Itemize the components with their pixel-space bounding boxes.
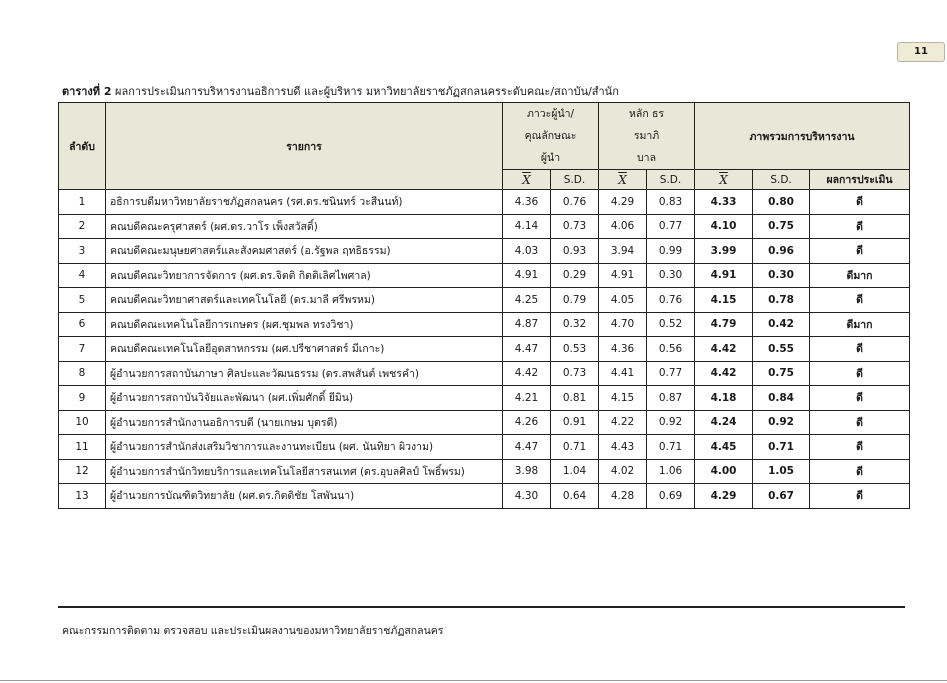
row-no: 9 [59,386,106,411]
row-no: 11 [59,435,106,460]
row-leadership-mean: 3.98 [503,459,551,484]
row-no: 7 [59,337,106,362]
row-leadership-mean: 4.26 [503,410,551,435]
row-leadership-mean: 4.47 [503,337,551,362]
row-name: ผู้อำนวยการบัณฑิตวิทยาลัย (ผศ.ดร.กิตติชัย โสพันนา) [106,484,503,509]
header-sd-1: S.D. [551,170,599,190]
row-leadership-sd: 0.73 [551,214,599,239]
header-governance [599,103,695,170]
row-name: คณบดีคณะวิทยาการจัดการ (ผศ.ดร.จิตติ กิตติเลิศไพศาล) [106,263,503,288]
caption-label: ตารางที่ 2 [62,85,112,98]
row-overall-mean: 4.45 [695,435,753,460]
row-overall-sd: 0.92 [753,410,810,435]
row-overall-mean: 4.18 [695,386,753,411]
row-overall-mean: 4.15 [695,288,753,313]
row-governance-sd: 0.52 [647,312,695,337]
row-leadership-sd: 0.53 [551,337,599,362]
row-overall-sd: 0.78 [753,288,810,313]
row-result: ดี [810,239,910,264]
row-governance-sd: 0.92 [647,410,695,435]
row-governance-mean: 4.41 [599,361,647,386]
header-leadership-label: ภาวะผู้นำ/ คุณลักษณะผู้นำ [524,108,577,164]
row-name: ผู้อำนวยการสถาบันวิจัยและพัฒนา (ผศ.เพิ่มศักดิ์ ยีมิน) [106,386,503,411]
row-leadership-sd: 0.71 [551,435,599,460]
row-leadership-sd: 0.81 [551,386,599,411]
footer-divider [58,606,905,608]
row-leadership-sd: 0.76 [551,190,599,215]
row-name: ผู้อำนวยการสำนักส่งเสริมวิชาการและงานทะเบียน (ผศ. นันทิยา ผิวงาม) [106,435,503,460]
row-leadership-sd: 1.04 [551,459,599,484]
row-leadership-mean: 4.36 [503,190,551,215]
row-no: 8 [59,361,106,386]
header-sd-3: S.D. [753,170,810,190]
row-result: ดี [810,214,910,239]
row-governance-sd: 0.69 [647,484,695,509]
row-result: ดี [810,190,910,215]
row-overall-mean: 4.42 [695,361,753,386]
header-governance-label: หลัก ธรรมาภิบาล [628,108,665,164]
row-result: ดีมาก [810,263,910,288]
table-row [59,386,910,411]
row-governance-mean: 4.43 [599,435,647,460]
row-overall-mean: 4.79 [695,312,753,337]
row-overall-mean: 3.99 [695,239,753,264]
mean-symbol: $\overline{X}$ [522,172,531,187]
row-overall-sd: 0.67 [753,484,810,509]
row-result: ดี [810,386,910,411]
table-row [59,361,910,386]
row-governance-mean: 4.36 [599,337,647,362]
row-governance-sd: 0.30 [647,263,695,288]
row-leadership-sd: 0.29 [551,263,599,288]
row-no: 10 [59,410,106,435]
header-sd-2: S.D. [647,170,695,190]
row-leadership-sd: 0.79 [551,288,599,313]
row-leadership-mean: 4.14 [503,214,551,239]
row-overall-mean: 4.42 [695,337,753,362]
table-row [59,337,910,362]
row-governance-sd: 0.77 [647,214,695,239]
row-leadership-mean: 4.47 [503,435,551,460]
header-result: ผลการประเมิน [810,170,910,190]
row-governance-sd: 1.06 [647,459,695,484]
row-overall-mean: 4.29 [695,484,753,509]
row-governance-sd: 0.87 [647,386,695,411]
row-overall-sd: 0.55 [753,337,810,362]
row-overall-mean: 4.24 [695,410,753,435]
row-name: คณบดีคณะเทคโนโลยีการเกษตร (ผศ.ชุมพล ทรงวิชา) [106,312,503,337]
page-number-badge: 11 [897,42,945,62]
row-leadership-sd: 0.93 [551,239,599,264]
row-overall-sd: 0.75 [753,361,810,386]
row-leadership-sd: 0.91 [551,410,599,435]
header-leadership [503,103,599,170]
row-governance-sd: 0.76 [647,288,695,313]
row-no: 12 [59,459,106,484]
row-result: ดีมาก [810,312,910,337]
row-name: ผู้อำนวยการสำนักงานอธิการบดี (นายเกษม บุตรดี) [106,410,503,435]
header-item: รายการ [106,103,503,190]
row-no: 3 [59,239,106,264]
row-governance-mean: 4.06 [599,214,647,239]
table-row [59,459,910,484]
table-row [59,410,910,435]
row-overall-mean: 4.10 [695,214,753,239]
row-name: ผู้อำนวยการสถาบันภาษา ศิลปะและวัฒนธรรม (ดร.สพสันต์ เพชรคำ) [106,361,503,386]
row-leadership-mean: 4.21 [503,386,551,411]
row-leadership-mean: 4.87 [503,312,551,337]
row-overall-sd: 1.05 [753,459,810,484]
row-overall-sd: 0.96 [753,239,810,264]
evaluation-table [58,102,910,509]
row-overall-mean: 4.91 [695,263,753,288]
mean-symbol: $\overline{X}$ [719,172,728,187]
header-overall: ภาพรวมการบริหารงาน [695,103,910,170]
row-result: ดี [810,337,910,362]
header-mean-3 [695,170,753,190]
row-leadership-sd: 0.73 [551,361,599,386]
row-leadership-mean: 4.03 [503,239,551,264]
footer-text: คณะกรรมการติดตาม ตรวจสอบ และประเมินผลงานของมหาวิทยาลัยราชภัฏสกลนคร [62,625,444,637]
row-governance-sd: 0.77 [647,361,695,386]
row-governance-mean: 4.91 [599,263,647,288]
row-name: คณบดีคณะวิทยาศาสตร์และเทคโนโลยี (ดร.มาลี ศรีพรหม) [106,288,503,313]
row-overall-sd: 0.75 [753,214,810,239]
row-overall-mean: 4.33 [695,190,753,215]
row-result: ดี [810,484,910,509]
header-mean-2 [599,170,647,190]
row-governance-mean: 4.05 [599,288,647,313]
table-row [59,239,910,264]
row-no: 6 [59,312,106,337]
row-overall-mean: 4.00 [695,459,753,484]
row-name: คณบดีคณะครุศาสตร์ (ผศ.ดร.วาโร เพ็งสวัสดิ์) [106,214,503,239]
header-mean-1 [503,170,551,190]
row-leadership-sd: 0.32 [551,312,599,337]
row-result: ดี [810,361,910,386]
row-overall-sd: 0.84 [753,386,810,411]
row-result: ดี [810,288,910,313]
header-no: ลำดับ [59,103,106,190]
row-result: ดี [810,435,910,460]
caption-text: ผลการประเมินการบริหารงานอธิการบดี และผู้บริหาร มหาวิทยาลัยราชภัฏสกลนครระดับคณะ/สถาบัน/สำนัก [111,85,619,98]
table-row [59,435,910,460]
row-leadership-mean: 4.91 [503,263,551,288]
table-row [59,312,910,337]
table-row [59,288,910,313]
row-governance-mean: 4.15 [599,386,647,411]
table-row [59,190,910,215]
row-overall-sd: 0.71 [753,435,810,460]
table-row [59,263,910,288]
row-governance-sd: 0.83 [647,190,695,215]
row-governance-mean: 4.70 [599,312,647,337]
row-governance-mean: 3.94 [599,239,647,264]
row-no: 2 [59,214,106,239]
row-result: ดี [810,459,910,484]
row-overall-sd: 0.42 [753,312,810,337]
table-row [59,214,910,239]
row-governance-sd: 0.99 [647,239,695,264]
row-governance-mean: 4.22 [599,410,647,435]
page-bottom-edge [0,680,947,681]
row-overall-sd: 0.30 [753,263,810,288]
row-no: 13 [59,484,106,509]
row-governance-mean: 4.02 [599,459,647,484]
row-name: คณบดีคณะมนุษยศาสตร์และสังคมศาสตร์ (อ.รัฐพล ฤทธิธรรม) [106,239,503,264]
row-name: คณบดีคณะเทคโนโลยีอุตสาหกรรม (ผศ.ปรีชาศาสตร์ มีเกาะ) [106,337,503,362]
row-name: อธิการบดีมหาวิทยาลัยราชภัฏสกลนคร (รศ.ดร.ชนินทร์ วะสีนนท์) [106,190,503,215]
row-governance-mean: 4.29 [599,190,647,215]
row-governance-sd: 0.56 [647,337,695,362]
row-leadership-sd: 0.64 [551,484,599,509]
table-row [59,484,910,509]
row-leadership-mean: 4.42 [503,361,551,386]
row-no: 5 [59,288,106,313]
row-governance-mean: 4.28 [599,484,647,509]
mean-symbol: $\overline{X}$ [618,172,627,187]
row-no: 1 [59,190,106,215]
row-result: ดี [810,410,910,435]
row-leadership-mean: 4.25 [503,288,551,313]
table-caption [62,82,619,100]
row-name: ผู้อำนวยการสำนักวิทยบริการและเทคโนโลยีสารสนเทศ (ดร.อุบลศิลป์ โพธิ์พรม) [106,459,503,484]
row-overall-sd: 0.80 [753,190,810,215]
row-leadership-mean: 4.30 [503,484,551,509]
row-governance-sd: 0.71 [647,435,695,460]
row-no: 4 [59,263,106,288]
